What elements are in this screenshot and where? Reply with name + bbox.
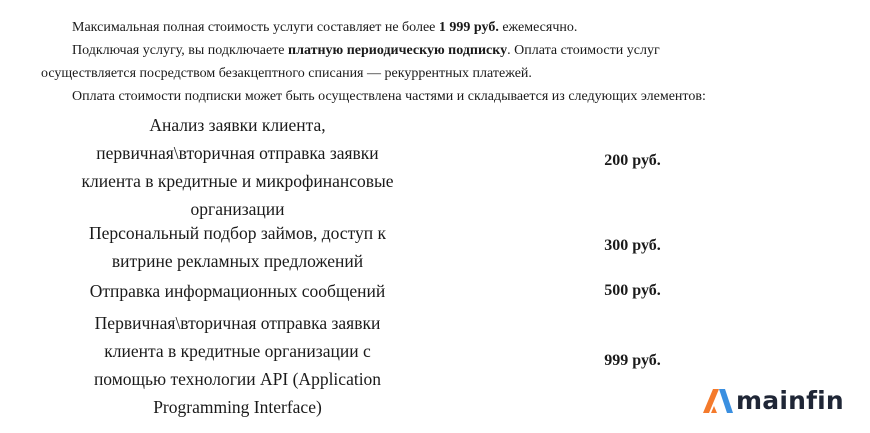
service-description <box>55 277 420 305</box>
service-price: 200 руб. <box>604 152 661 169</box>
description-line: клиента в кредитные организации с <box>104 341 371 361</box>
description-line: Анализ заявки клиента, <box>149 115 326 135</box>
mainfin-logo <box>703 386 844 416</box>
max-cost-text: Максимальная полная стоимость услуги составляет не более <box>72 20 439 35</box>
subscription-suffix: . Оплата стоимости услуг <box>507 43 660 58</box>
description-line: клиента в кредитные и микрофинансовые <box>81 171 394 191</box>
service-description <box>55 309 420 421</box>
description-line: Отправка информационных сообщений <box>89 281 386 301</box>
service-description <box>55 219 420 275</box>
subscription-paragraph <box>72 42 660 60</box>
service-price: 500 руб. <box>604 282 661 299</box>
max-cost-suffix: ежемесячно. <box>498 20 578 35</box>
description-line: помощью технологии API (Application <box>93 369 382 389</box>
description-line: Персональный подбор займов, доступ к <box>89 223 386 243</box>
description-line: Первичная\вторичная отправка заявки <box>94 313 381 333</box>
description-line: Programming Interface) <box>153 397 322 417</box>
mainfin-logo-icon <box>703 389 733 413</box>
max-cost-paragraph <box>72 19 577 37</box>
max-cost-amount: 1 999 руб. <box>438 20 499 35</box>
subscription-type: платную периодическую подписку <box>288 43 508 58</box>
subscription-paragraph-line2: осуществляется посредством безакцептного списания — рекуррентных платежей. <box>41 66 532 81</box>
subscription-text: Подключая услугу, вы подключаете <box>72 43 289 58</box>
service-description <box>55 111 420 223</box>
payment-parts-paragraph: Оплата стоимости подписки может быть осуществлена частями и складывается из следующих элементов: <box>72 89 706 104</box>
service-price: 999 руб. <box>604 352 661 369</box>
description-line: организации <box>190 199 285 219</box>
logo-wordmark: mainfin <box>736 386 844 415</box>
description-line: первичная\вторичная отправка заявки <box>96 143 379 163</box>
service-price: 300 руб. <box>604 237 661 254</box>
description-line: витрине рекламных предложений <box>111 251 364 271</box>
